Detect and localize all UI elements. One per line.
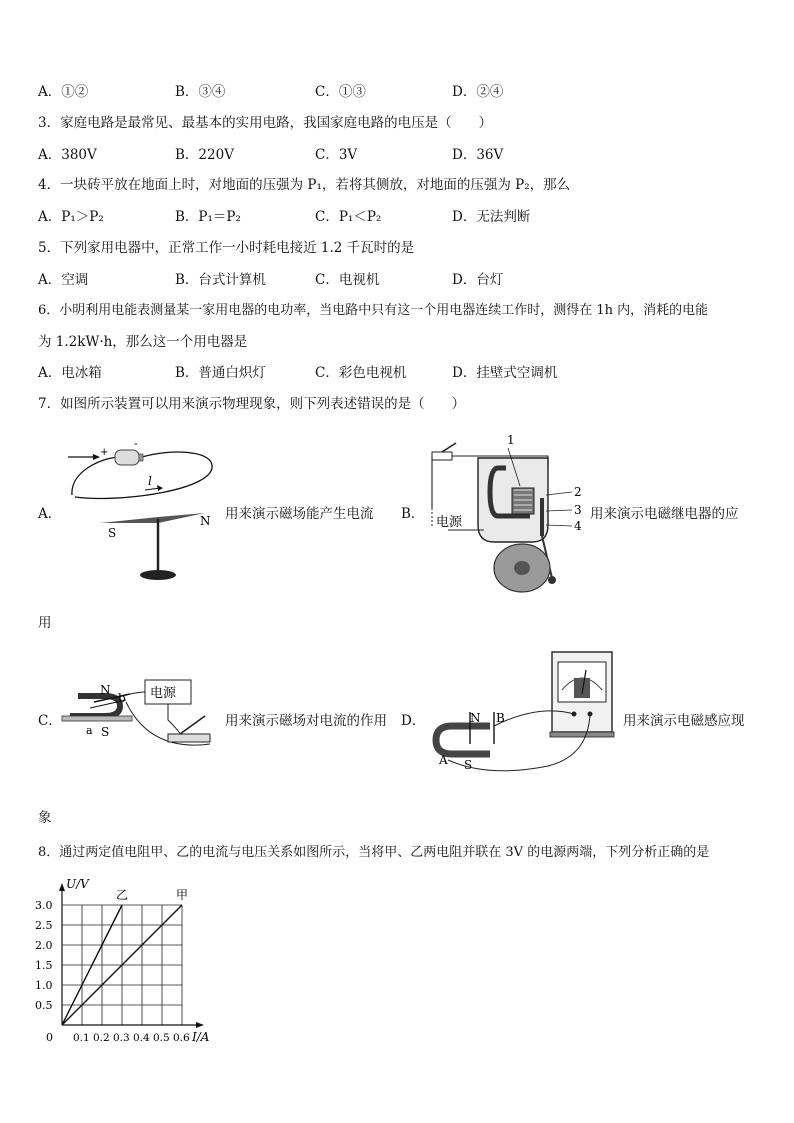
q5-stem: 5．下列家用电器中，正常工作一小时耗电接近 1.2 千瓦时的是: [38, 240, 415, 256]
x-tick-label: 0.1: [73, 1032, 90, 1044]
q2-option-a: A．①②: [38, 84, 89, 100]
relay-label-4: 4: [574, 519, 582, 533]
q5-option-d: D．台灯: [452, 272, 504, 288]
q2-option-c: C．①③: [315, 84, 366, 100]
q4-stem: 4．一块砖平放在地面上时，对地面的压强为 P₁，若将其侧放，对地面的压强为 P₂，那么: [38, 177, 571, 193]
q7-stem: 7．如图所示装置可以用来演示物理现象，则下列表述错误的是（ ）: [38, 396, 466, 412]
q5-option-a: A．空调: [38, 272, 89, 288]
q6-option-a: A．电冰箱: [38, 365, 102, 381]
q3-option-c: C．3V: [315, 147, 358, 163]
y-axis-arrow: [59, 883, 65, 891]
q7-option-c-label: C．: [38, 713, 62, 729]
q5-option-c: C．电视机: [315, 272, 380, 288]
battery-icon: [115, 450, 143, 465]
wire-a-label: A: [439, 753, 448, 767]
q7-option-a-label: A．: [38, 506, 62, 522]
q3-option-d: D．36V: [452, 147, 504, 163]
y-tick-label: 1.5: [35, 959, 53, 972]
q2-option-b: B．③④: [175, 84, 226, 100]
q3-option-a: A．380V: [38, 147, 97, 163]
battery-plus-label: +: [100, 447, 109, 458]
bell-icon: [494, 544, 550, 592]
x-tick-label: 0.3: [113, 1032, 130, 1044]
y-tick-label: 1.0: [35, 979, 53, 992]
q6-option-c: C．彩色电视机: [315, 365, 407, 381]
q7-option-b-text-continued: 用: [38, 615, 52, 631]
q6-option-d: D．挂壁式空调机: [452, 365, 558, 381]
q7-option-d-text-continued: 象: [38, 810, 52, 826]
q4-option-b: B．P₁＝P₂: [175, 209, 241, 225]
q7-option-a-text: 用来演示磁场能产生电流: [225, 506, 374, 522]
x-axis-title: I/A: [192, 1030, 210, 1044]
x-tick-label: 0.6: [173, 1032, 190, 1044]
needle-s-label: S: [108, 526, 117, 540]
y-tick-label: 2.0: [35, 939, 53, 952]
q5-option-b: B．台式计算机: [175, 272, 266, 288]
q7-option-d-label: D．: [401, 713, 426, 729]
x-axis-arrow: [196, 1022, 204, 1028]
power-supply-label: 电源: [150, 686, 177, 701]
q7-figure-d: [428, 648, 623, 778]
y-tick-label: 2.5: [35, 919, 53, 932]
y-tick-label: 0.5: [35, 999, 53, 1012]
y-tick-label: 3.0: [35, 899, 53, 912]
q7-option-b-text: 用来演示电磁继电器的应: [590, 506, 739, 522]
relay-label-3: 3: [574, 503, 582, 517]
q6-stem-line1: 6．小明利用电能表测量某一家用电器的电功率，当电路中只有这一个用电器连续工作时，测得在 1h 内，消耗的电能: [38, 303, 709, 318]
current-label: l: [148, 474, 152, 488]
x-tick-label: 0.5: [153, 1032, 170, 1044]
series-label-1: 乙: [116, 888, 129, 902]
horseshoe-magnet-icon: [436, 712, 494, 754]
galvanometer-icon: [550, 652, 614, 737]
q3-stem: 3．家庭电路是最常见、最基本的实用电路，我国家庭电路的电压是（ ）: [38, 115, 493, 131]
rod-a-label: a: [86, 724, 93, 737]
magnet-n-label: N: [100, 683, 111, 697]
x-tick-label: 0.2: [93, 1032, 110, 1044]
q2-option-d: D．②④: [452, 84, 504, 100]
y-axis-title: U/V: [66, 877, 89, 891]
q7-option-c-text: 用来演示磁场对电流的作用: [225, 713, 387, 729]
wire-b-label: B: [496, 711, 505, 725]
ui-chart: [30, 870, 230, 1050]
relay-power-label: 电源: [436, 515, 463, 530]
q8-stem: 8．通过两定值电阻甲、乙的电流与电压关系如图所示，当将甲、乙两电阻并联在 3V 的电源两端，下列分析正确的是: [38, 845, 710, 860]
compass-needle-icon: [100, 513, 205, 580]
q6-option-b: B．普通白炽灯: [175, 365, 266, 381]
x-tick-label: 0.4: [133, 1032, 150, 1044]
q3-option-b: B．220V: [175, 147, 234, 163]
needle-n-label: N: [200, 514, 211, 528]
q7-option-b-label: B．: [401, 506, 425, 522]
magnet-s-label: S: [101, 725, 110, 739]
q4-option-d: D．无法判断: [452, 209, 531, 225]
origin-label: 0: [46, 1031, 53, 1044]
switch-icon: [168, 716, 210, 742]
q6-stem-line2: 为 1.2kW·h，那么这一个用电器是: [38, 334, 248, 350]
battery-minus-label: -: [134, 437, 138, 450]
series-label-2: 甲: [176, 888, 189, 902]
q7-figure-c: [60, 672, 225, 772]
relay-label-1: 1: [507, 433, 515, 447]
relay-label-2: 2: [574, 485, 582, 499]
q7-option-d-text: 用来演示电磁感应现: [623, 713, 745, 729]
magnet-n-label: N: [470, 711, 481, 725]
q4-option-a: A．P₁＞P₂: [38, 209, 104, 225]
magnet-s-label: S: [464, 758, 473, 772]
q7-figure-a: [60, 435, 225, 585]
rod-b-label: b: [118, 691, 126, 705]
q7-figure-b: [428, 430, 593, 595]
q4-option-c: C．P₁＜P₂: [315, 209, 382, 225]
